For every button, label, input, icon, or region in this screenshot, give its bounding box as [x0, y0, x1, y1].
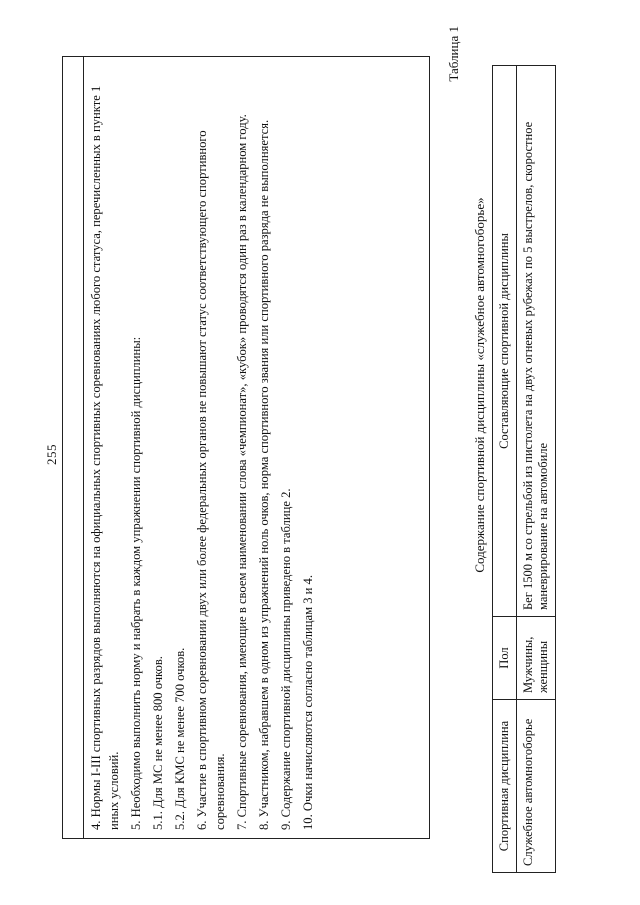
table-row: [517, 66, 556, 873]
table-header-row: [493, 66, 517, 873]
rule-item: 9. Содержание спортивной дисциплины приведено в таблице 2.: [279, 488, 293, 830]
header-discipline: Спортивная дисциплина: [493, 700, 517, 873]
cell-components: Бег 1500 м со стрельбой из пистолета на двух огневых рубежах по 5 выстрелов, скоростное маневрирование на автомобиле: [517, 66, 556, 617]
rule-item: 4. Нормы I-III спортивных разрядов выполняются на официальных спортивных соревнованиях любого статуса, перечисленных в пункте 1 иных условий.: [89, 85, 121, 830]
rule-item: 5.2. Для КМС не менее 700 очков.: [173, 647, 187, 830]
rules-list: [87, 65, 425, 830]
rule-item: 7. Спортивные соревнования, имеющие в своем наименовании слова «чемпионат», «кубок» проводятся один раз в календарном году.: [235, 114, 249, 830]
header-gender: Пол: [493, 617, 517, 700]
header-components: Составляющие спортивной дисциплины: [493, 66, 517, 617]
frame-divider: [83, 57, 84, 838]
rule-item: 5. Необходимо выполнить норму и набрать в каждом упражнении спортивной дисциплины:: [129, 336, 143, 830]
cell-gender: Мужчины, женщины: [517, 617, 556, 700]
rules-frame: [62, 56, 430, 839]
rule-item: 8. Участником, набравшем в одном из упражнений ноль очков, норма спортивного звания или спортивного разряда не выполняется.: [257, 119, 271, 830]
table-number-label: Таблица 1: [446, 26, 461, 82]
cell-discipline: Служебное автомногоборье: [517, 700, 556, 873]
table-title: Содержание спортивной дисциплины «служебное автомногоборье»: [472, 197, 487, 573]
rule-item: 5.1. Для МС не менее 800 очков.: [151, 656, 165, 830]
rule-item: 6. Участие в спортивном соревновании двух или более федеральных органов не повышают статус соответствующего спортивного соревнования.: [195, 130, 227, 830]
rule-item: 10. Очки начисляются согласно таблицам 3 и 4.: [301, 575, 315, 830]
page-number: 255: [44, 444, 59, 465]
discipline-table: [492, 65, 556, 873]
